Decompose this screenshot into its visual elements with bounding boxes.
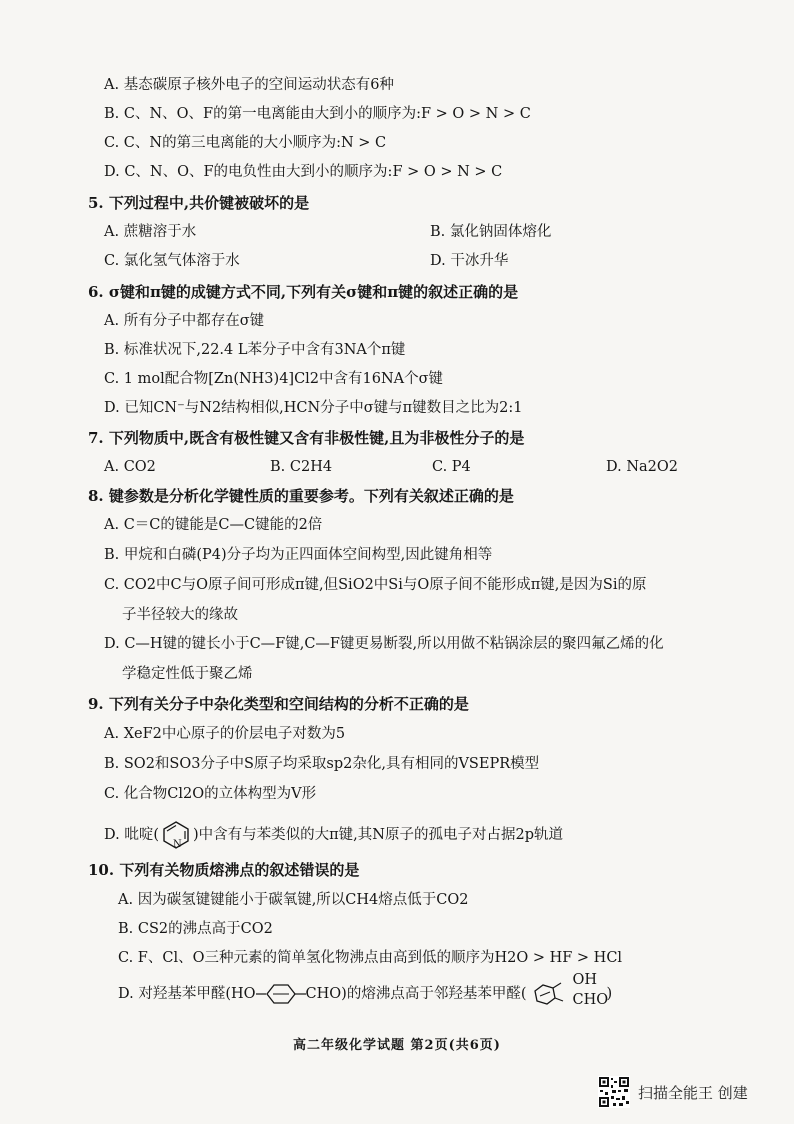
q5-option-a: A. 蔗糖溶于水: [104, 224, 197, 240]
q8-option-d-line1: D. C—H键的键长小于C—F键,C—F键更易断裂,所以用做不粘锅涂层的聚四氟乙烯的化: [104, 636, 664, 652]
q9-stem: 9. 下列有关分子中杂化类型和空间结构的分析不正确的是: [88, 695, 469, 713]
scanner-watermark: [598, 1074, 788, 1110]
q5-option-d: D. 干冰升华: [430, 253, 509, 269]
q10-stem: 10. 下列有关物质熔沸点的叙述错误的是: [88, 861, 360, 879]
q6-stem: 6. σ键和π键的成键方式不同,下列有关σ键和π键的叙述正确的是: [88, 283, 519, 301]
para-cho-label: CHO: [305, 986, 342, 1002]
q9-d-suffix: )中含有与苯类似的大π键,其N原子的孤电子对占据2p轨道: [192, 827, 563, 843]
q8-option-a: A. C＝C的键能是C—C键能的2倍: [104, 517, 323, 533]
q10-d-end: ): [606, 986, 613, 1002]
ortho-substituents: [572, 972, 609, 1012]
qr-code-icon: [598, 1076, 630, 1108]
q5-option-b: B. 氯化钠固体熔化: [430, 224, 552, 240]
pyridine-structure: [159, 820, 193, 850]
q6-option-c: C. 1 mol配合物[Zn(NH3)4]Cl2中含有16NA个σ键: [104, 371, 444, 387]
q7-option-d: D. Na2O2: [606, 459, 678, 475]
q10-option-c: C. F、Cl、O三种元素的简单氢化物沸点由高到低的顺序为H2O > HF > HCl: [118, 950, 623, 966]
q4-option-b: B. C、N、O、F的第一电离能由大到小的顺序为:F > O > N > C: [104, 106, 531, 122]
q4-option-c: C. C、N的第三电离能的大小顺序为:N > C: [104, 135, 387, 151]
ortho-cho-label: CHO: [572, 992, 609, 1008]
q6-option-a: A. 所有分子中都存在σ键: [104, 313, 265, 329]
q9-d-prefix: D. 吡啶(: [104, 827, 159, 843]
q7-option-c: C. P4: [432, 459, 471, 475]
q8-option-c-line1: C. CO2中C与O原子间可形成π键,但SiO2中Si与O原子间不能形成π键,是因为Si的原: [104, 577, 647, 593]
q10-d-middle: )的熔沸点高于邻羟基苯甲醛(: [341, 986, 527, 1002]
pyridine-n-label: N: [172, 839, 182, 850]
q4-option-a: A. 基态碳原子核外电子的空间运动状态有6种: [104, 77, 394, 93]
q9-option-c: C. 化合物Cl2O的立体构型为V形: [104, 786, 317, 802]
q10-d-prefix: D. 对羟基苯甲醛(: [118, 986, 231, 1002]
q7-option-b: B. C2H4: [270, 459, 333, 475]
watermark-text: 扫描全能王 创建: [638, 1083, 748, 1102]
q8-stem: 8. 键参数是分析化学键性质的重要参考。下列有关叙述正确的是: [88, 487, 514, 505]
q8-option-b: B. 甲烷和白磷(P4)分子均为正四面体空间构型,因此键角相等: [104, 547, 493, 563]
q9-option-b: B. SO2和SO3分子中S原子均采取sp2杂化,具有相同的VSEPR模型: [104, 756, 540, 772]
q8-option-c-line2: 子半径较大的缘故: [122, 607, 238, 623]
q7-stem: 7. 下列物质中,既含有极性键又含有非极性键,且为非极性分子的是: [88, 429, 525, 447]
q10-option-b: B. CS2的沸点高于CO2: [118, 921, 273, 937]
ortho-oh-label: OH: [572, 972, 598, 988]
q6-option-d: D. 已知CN⁻与N2结构相似,HCN分子中σ键与π键数目之比为2:1: [104, 400, 523, 416]
q10-option-a: A. 因为碳氢键键能小于碳氧键,所以CH4熔点低于CO2: [118, 892, 469, 908]
q5-stem: 5. 下列过程中,共价键被破坏的是: [88, 194, 310, 212]
page-footer: 高二年级化学试题 第2页(共6页): [293, 1038, 501, 1053]
q8-option-d-line2: 学稳定性低于聚乙烯: [122, 666, 253, 682]
para-benzene-ring: [256, 982, 306, 1006]
q9-option-d: [104, 820, 563, 850]
q9-option-a: A. XeF2中心原子的价层电子对数为5: [104, 726, 346, 742]
q10-option-d: [118, 972, 613, 1012]
ortho-benzene-ring: [527, 977, 573, 1011]
q6-option-b: B. 标准状况下,22.4 L苯分子中含有3NA个π键: [104, 342, 406, 358]
para-ho-label: HO: [230, 986, 256, 1002]
q7-option-a: A. CO2: [104, 459, 156, 475]
q5-option-c: C. 氯化氢气体溶于水: [104, 253, 240, 269]
q4-option-d: D. C、N、O、F的电负性由大到小的顺序为:F > O > N > C: [104, 164, 503, 180]
